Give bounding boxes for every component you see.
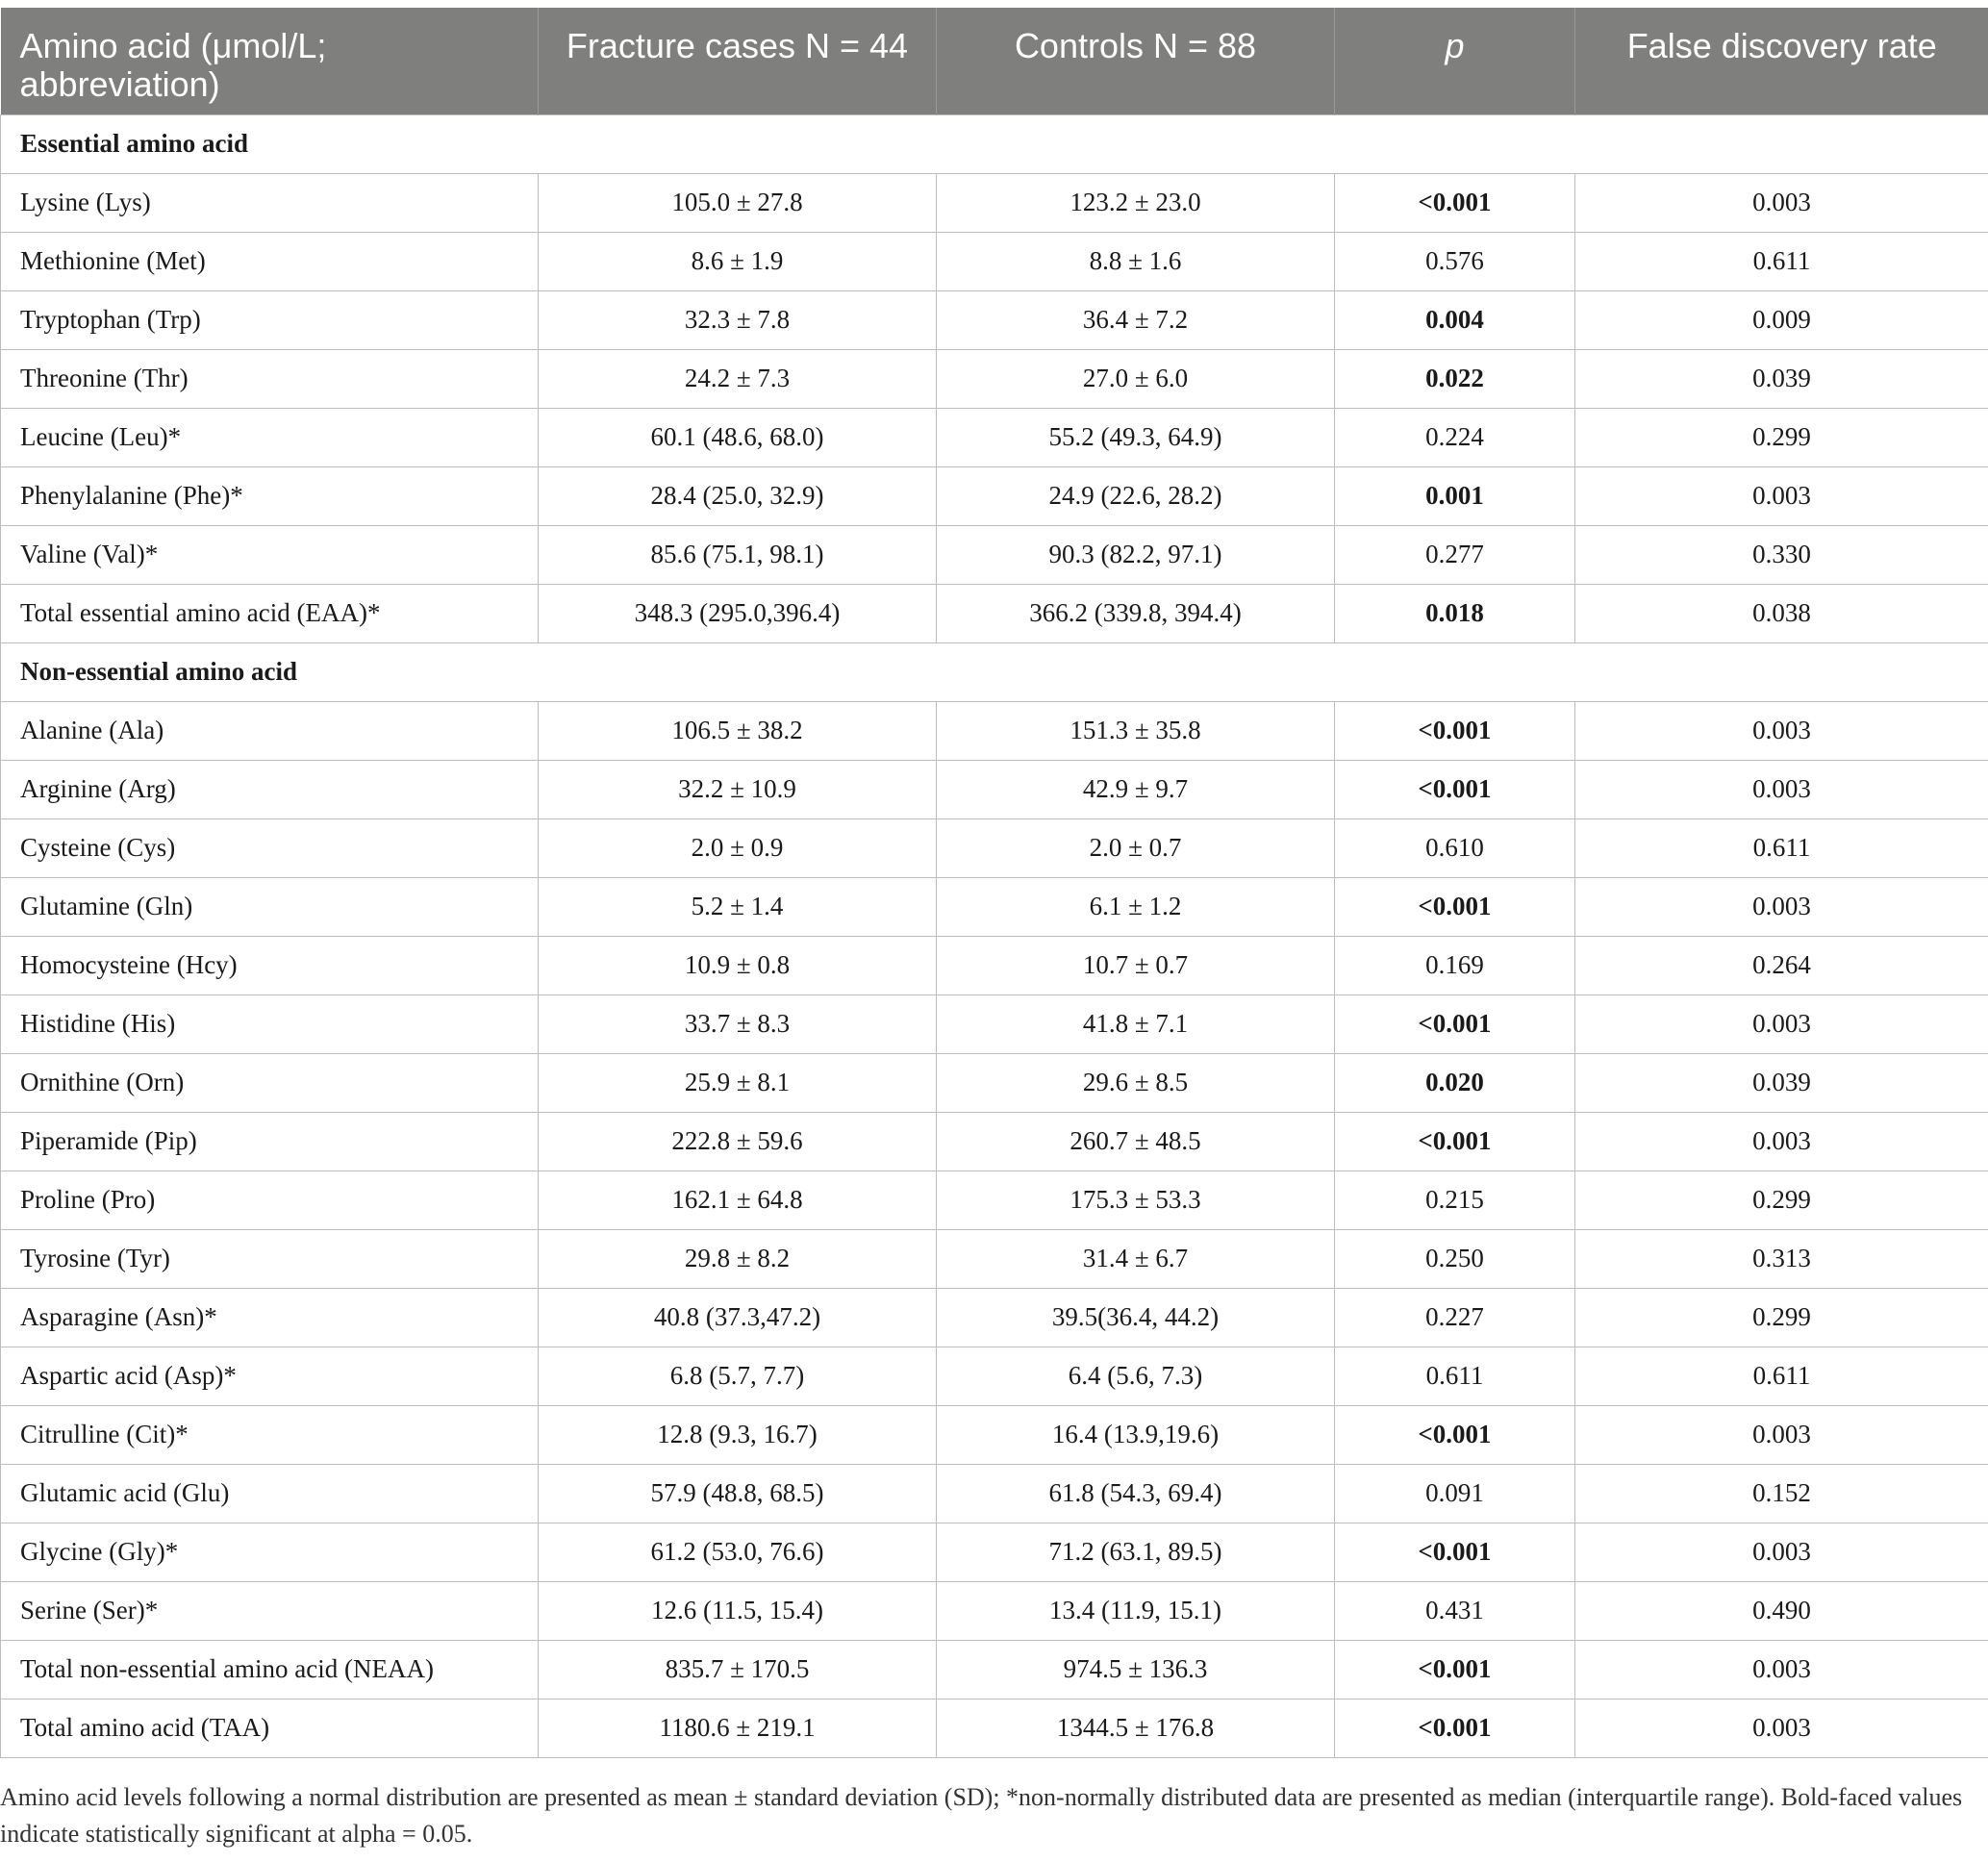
amino-acid-name-cell: Total amino acid (TAA) [1, 1699, 539, 1757]
p-value-cell: <0.001 [1335, 877, 1575, 936]
table-row [1, 701, 1988, 760]
table-row [1, 936, 1988, 994]
fdr-cell: 0.299 [1575, 408, 1988, 466]
section-label-essential: Essential amino acid [1, 114, 1988, 173]
p-value-cell: 0.169 [1335, 936, 1575, 994]
p-value-cell: <0.001 [1335, 1699, 1575, 1757]
fracture-cases-cell: 106.5 ± 38.2 [539, 701, 937, 760]
p-value-cell: <0.001 [1335, 1405, 1575, 1464]
p-value-cell: <0.001 [1335, 1523, 1575, 1581]
amino-acid-name-cell: Methionine (Met) [1, 232, 539, 290]
table-row [1, 1112, 1988, 1171]
fracture-cases-cell: 29.8 ± 8.2 [539, 1229, 937, 1288]
header-fracture-cases: Fracture cases N = 44 [539, 8, 937, 114]
fdr-cell: 0.003 [1575, 1640, 1988, 1699]
fracture-cases-cell: 25.9 ± 8.1 [539, 1053, 937, 1112]
header-fdr: False discovery rate [1575, 8, 1988, 114]
fracture-cases-cell: 1180.6 ± 219.1 [539, 1699, 937, 1757]
fracture-cases-cell: 33.7 ± 8.3 [539, 994, 937, 1053]
table-row [1, 1699, 1988, 1757]
header-p-value [1335, 8, 1575, 114]
controls-cell: 42.9 ± 9.7 [937, 760, 1335, 818]
p-value-cell: 0.431 [1335, 1581, 1575, 1640]
table-row [1, 349, 1988, 408]
section-row-essential [1, 114, 1988, 173]
table-row [1, 1640, 1988, 1699]
p-value-cell: 0.277 [1335, 525, 1575, 584]
controls-cell: 175.3 ± 53.3 [937, 1171, 1335, 1229]
amino-acid-name-cell: Aspartic acid (Asp)* [1, 1347, 539, 1405]
amino-acid-name-cell: Leucine (Leu)* [1, 408, 539, 466]
table-row [1, 1464, 1988, 1523]
table-row [1, 466, 1988, 525]
fracture-cases-cell: 5.2 ± 1.4 [539, 877, 937, 936]
controls-cell: 2.0 ± 0.7 [937, 818, 1335, 877]
p-value-cell: 0.215 [1335, 1171, 1575, 1229]
fracture-cases-cell: 6.8 (5.7, 7.7) [539, 1347, 937, 1405]
fracture-cases-cell: 57.9 (48.8, 68.5) [539, 1464, 937, 1523]
amino-acid-table-wrapper [0, 8, 1988, 1758]
table-row [1, 1581, 1988, 1640]
table-footnote: Amino acid levels following a normal distribution are presented as mean ± standard deviation (SD); *non-normally distributed data are presented as median (interquartile range). Bold-faced values indicate statistically significant at alpha = 0.05. [0, 1783, 1963, 1848]
fdr-cell: 0.003 [1575, 1112, 1988, 1171]
fracture-cases-cell: 24.2 ± 7.3 [539, 349, 937, 408]
p-value-cell: 0.018 [1335, 584, 1575, 642]
header-row [1, 8, 1988, 114]
amino-acid-name-cell: Piperamide (Pip) [1, 1112, 539, 1171]
fracture-cases-cell: 60.1 (48.6, 68.0) [539, 408, 937, 466]
table-row [1, 1053, 1988, 1112]
p-value-cell: 0.091 [1335, 1464, 1575, 1523]
controls-cell: 123.2 ± 23.0 [937, 173, 1335, 232]
p-value-cell: 0.610 [1335, 818, 1575, 877]
fracture-cases-cell: 835.7 ± 170.5 [539, 1640, 937, 1699]
p-value-cell: <0.001 [1335, 760, 1575, 818]
fdr-cell: 0.299 [1575, 1288, 1988, 1347]
table-row [1, 994, 1988, 1053]
fdr-cell: 0.009 [1575, 290, 1988, 349]
controls-cell: 29.6 ± 8.5 [937, 1053, 1335, 1112]
amino-acid-name-cell: Alanine (Ala) [1, 701, 539, 760]
amino-acid-name-cell: Glycine (Gly)* [1, 1523, 539, 1581]
controls-cell: 13.4 (11.9, 15.1) [937, 1581, 1335, 1640]
amino-acid-table [0, 8, 1988, 1758]
fdr-cell: 0.003 [1575, 760, 1988, 818]
fdr-cell: 0.330 [1575, 525, 1988, 584]
amino-acid-name-cell: Lysine (Lys) [1, 173, 539, 232]
table-body [1, 114, 1988, 1757]
controls-cell: 260.7 ± 48.5 [937, 1112, 1335, 1171]
controls-cell: 27.0 ± 6.0 [937, 349, 1335, 408]
p-value-cell: 0.576 [1335, 232, 1575, 290]
p-value-cell: <0.001 [1335, 173, 1575, 232]
fdr-cell: 0.003 [1575, 701, 1988, 760]
amino-acid-name-cell: Arginine (Arg) [1, 760, 539, 818]
p-value-cell: 0.224 [1335, 408, 1575, 466]
controls-cell: 10.7 ± 0.7 [937, 936, 1335, 994]
fracture-cases-cell: 12.6 (11.5, 15.4) [539, 1581, 937, 1640]
fdr-cell: 0.490 [1575, 1581, 1988, 1640]
table-row [1, 1347, 1988, 1405]
table-row [1, 584, 1988, 642]
p-value-cell: 0.022 [1335, 349, 1575, 408]
fdr-cell: 0.039 [1575, 349, 1988, 408]
amino-acid-name-cell: Cysteine (Cys) [1, 818, 539, 877]
controls-cell: 24.9 (22.6, 28.2) [937, 466, 1335, 525]
table-row [1, 173, 1988, 232]
fdr-cell: 0.299 [1575, 1171, 1988, 1229]
header-p-label: p [1445, 26, 1465, 65]
fdr-cell: 0.611 [1575, 818, 1988, 877]
fracture-cases-cell: 8.6 ± 1.9 [539, 232, 937, 290]
fracture-cases-cell: 162.1 ± 64.8 [539, 1171, 937, 1229]
fdr-cell: 0.152 [1575, 1464, 1988, 1523]
amino-acid-name-cell: Histidine (His) [1, 994, 539, 1053]
controls-cell: 41.8 ± 7.1 [937, 994, 1335, 1053]
table-row [1, 818, 1988, 877]
p-value-cell: <0.001 [1335, 994, 1575, 1053]
amino-acid-name-cell: Asparagine (Asn)* [1, 1288, 539, 1347]
section-label-non-essential: Non-essential amino acid [1, 642, 1988, 701]
controls-cell: 16.4 (13.9,19.6) [937, 1405, 1335, 1464]
amino-acid-name-cell: Citrulline (Cit)* [1, 1405, 539, 1464]
controls-cell: 31.4 ± 6.7 [937, 1229, 1335, 1288]
header-amino-acid: Amino acid (μmol/L; abbreviation) [19, 26, 327, 104]
controls-cell: 1344.5 ± 176.8 [937, 1699, 1335, 1757]
fracture-cases-cell: 222.8 ± 59.6 [539, 1112, 937, 1171]
p-value-cell: 0.611 [1335, 1347, 1575, 1405]
fracture-cases-cell: 2.0 ± 0.9 [539, 818, 937, 877]
amino-acid-name-cell: Valine (Val)* [1, 525, 539, 584]
fdr-cell: 0.003 [1575, 877, 1988, 936]
controls-cell: 55.2 (49.3, 64.9) [937, 408, 1335, 466]
controls-cell: 6.4 (5.6, 7.3) [937, 1347, 1335, 1405]
controls-cell: 36.4 ± 7.2 [937, 290, 1335, 349]
amino-acid-name-cell: Homocysteine (Hcy) [1, 936, 539, 994]
controls-cell: 8.8 ± 1.6 [937, 232, 1335, 290]
fdr-cell: 0.003 [1575, 1699, 1988, 1757]
fracture-cases-cell: 40.8 (37.3,47.2) [539, 1288, 937, 1347]
fracture-cases-cell: 348.3 (295.0,396.4) [539, 584, 937, 642]
fdr-cell: 0.003 [1575, 466, 1988, 525]
controls-cell: 61.8 (54.3, 69.4) [937, 1464, 1335, 1523]
amino-acid-name-cell: Total non-essential amino acid (NEAA) [1, 1640, 539, 1699]
fdr-cell: 0.003 [1575, 173, 1988, 232]
controls-cell: 151.3 ± 35.8 [937, 701, 1335, 760]
fracture-cases-cell: 10.9 ± 0.8 [539, 936, 937, 994]
header-controls: Controls N = 88 [937, 8, 1335, 114]
fracture-cases-cell: 12.8 (9.3, 16.7) [539, 1405, 937, 1464]
table-header [1, 8, 1988, 114]
amino-acid-name-cell: Glutamic acid (Glu) [1, 1464, 539, 1523]
fracture-cases-cell: 32.2 ± 10.9 [539, 760, 937, 818]
p-value-cell: 0.250 [1335, 1229, 1575, 1288]
fracture-cases-cell: 61.2 (53.0, 76.6) [539, 1523, 937, 1581]
p-value-cell: 0.001 [1335, 466, 1575, 525]
table-row [1, 877, 1988, 936]
controls-cell: 90.3 (82.2, 97.1) [937, 525, 1335, 584]
table-row [1, 1288, 1988, 1347]
fracture-cases-cell: 32.3 ± 7.8 [539, 290, 937, 349]
p-value-cell: 0.004 [1335, 290, 1575, 349]
table-row [1, 408, 1988, 466]
controls-cell: 71.2 (63.1, 89.5) [937, 1523, 1335, 1581]
fdr-cell: 0.038 [1575, 584, 1988, 642]
table-row [1, 1523, 1988, 1581]
p-value-cell: 0.020 [1335, 1053, 1575, 1112]
amino-acid-name-cell: Glutamine (Gln) [1, 877, 539, 936]
fdr-cell: 0.003 [1575, 1523, 1988, 1581]
table-row [1, 1405, 1988, 1464]
table-row [1, 1171, 1988, 1229]
controls-cell: 6.1 ± 1.2 [937, 877, 1335, 936]
amino-acid-name-cell: Tryptophan (Trp) [1, 290, 539, 349]
fdr-cell: 0.313 [1575, 1229, 1988, 1288]
table-row [1, 1229, 1988, 1288]
fracture-cases-cell: 105.0 ± 27.8 [539, 173, 937, 232]
p-value-cell: 0.227 [1335, 1288, 1575, 1347]
controls-cell: 366.2 (339.8, 394.4) [937, 584, 1335, 642]
controls-cell: 39.5(36.4, 44.2) [937, 1288, 1335, 1347]
amino-acid-name-cell: Threonine (Thr) [1, 349, 539, 408]
table-row [1, 760, 1988, 818]
fracture-cases-cell: 85.6 (75.1, 98.1) [539, 525, 937, 584]
p-value-cell: <0.001 [1335, 1112, 1575, 1171]
fracture-cases-cell: 28.4 (25.0, 32.9) [539, 466, 937, 525]
table-row [1, 525, 1988, 584]
fdr-cell: 0.003 [1575, 1405, 1988, 1464]
table-row [1, 232, 1988, 290]
p-value-cell: <0.001 [1335, 1640, 1575, 1699]
amino-acid-name-cell: Proline (Pro) [1, 1171, 539, 1229]
amino-acid-name-cell: Ornithine (Orn) [1, 1053, 539, 1112]
table-row [1, 290, 1988, 349]
fdr-cell: 0.264 [1575, 936, 1988, 994]
amino-acid-name-cell: Phenylalanine (Phe)* [1, 466, 539, 525]
fdr-cell: 0.611 [1575, 232, 1988, 290]
fdr-cell: 0.611 [1575, 1347, 1988, 1405]
section-row-non-essential [1, 642, 1988, 701]
fdr-cell: 0.039 [1575, 1053, 1988, 1112]
fdr-cell: 0.003 [1575, 994, 1988, 1053]
controls-cell: 974.5 ± 136.3 [937, 1640, 1335, 1699]
p-value-cell: <0.001 [1335, 701, 1575, 760]
amino-acid-name-cell: Total essential amino acid (EAA)* [1, 584, 539, 642]
amino-acid-name-cell: Tyrosine (Tyr) [1, 1229, 539, 1288]
amino-acid-name-cell: Serine (Ser)* [1, 1581, 539, 1640]
